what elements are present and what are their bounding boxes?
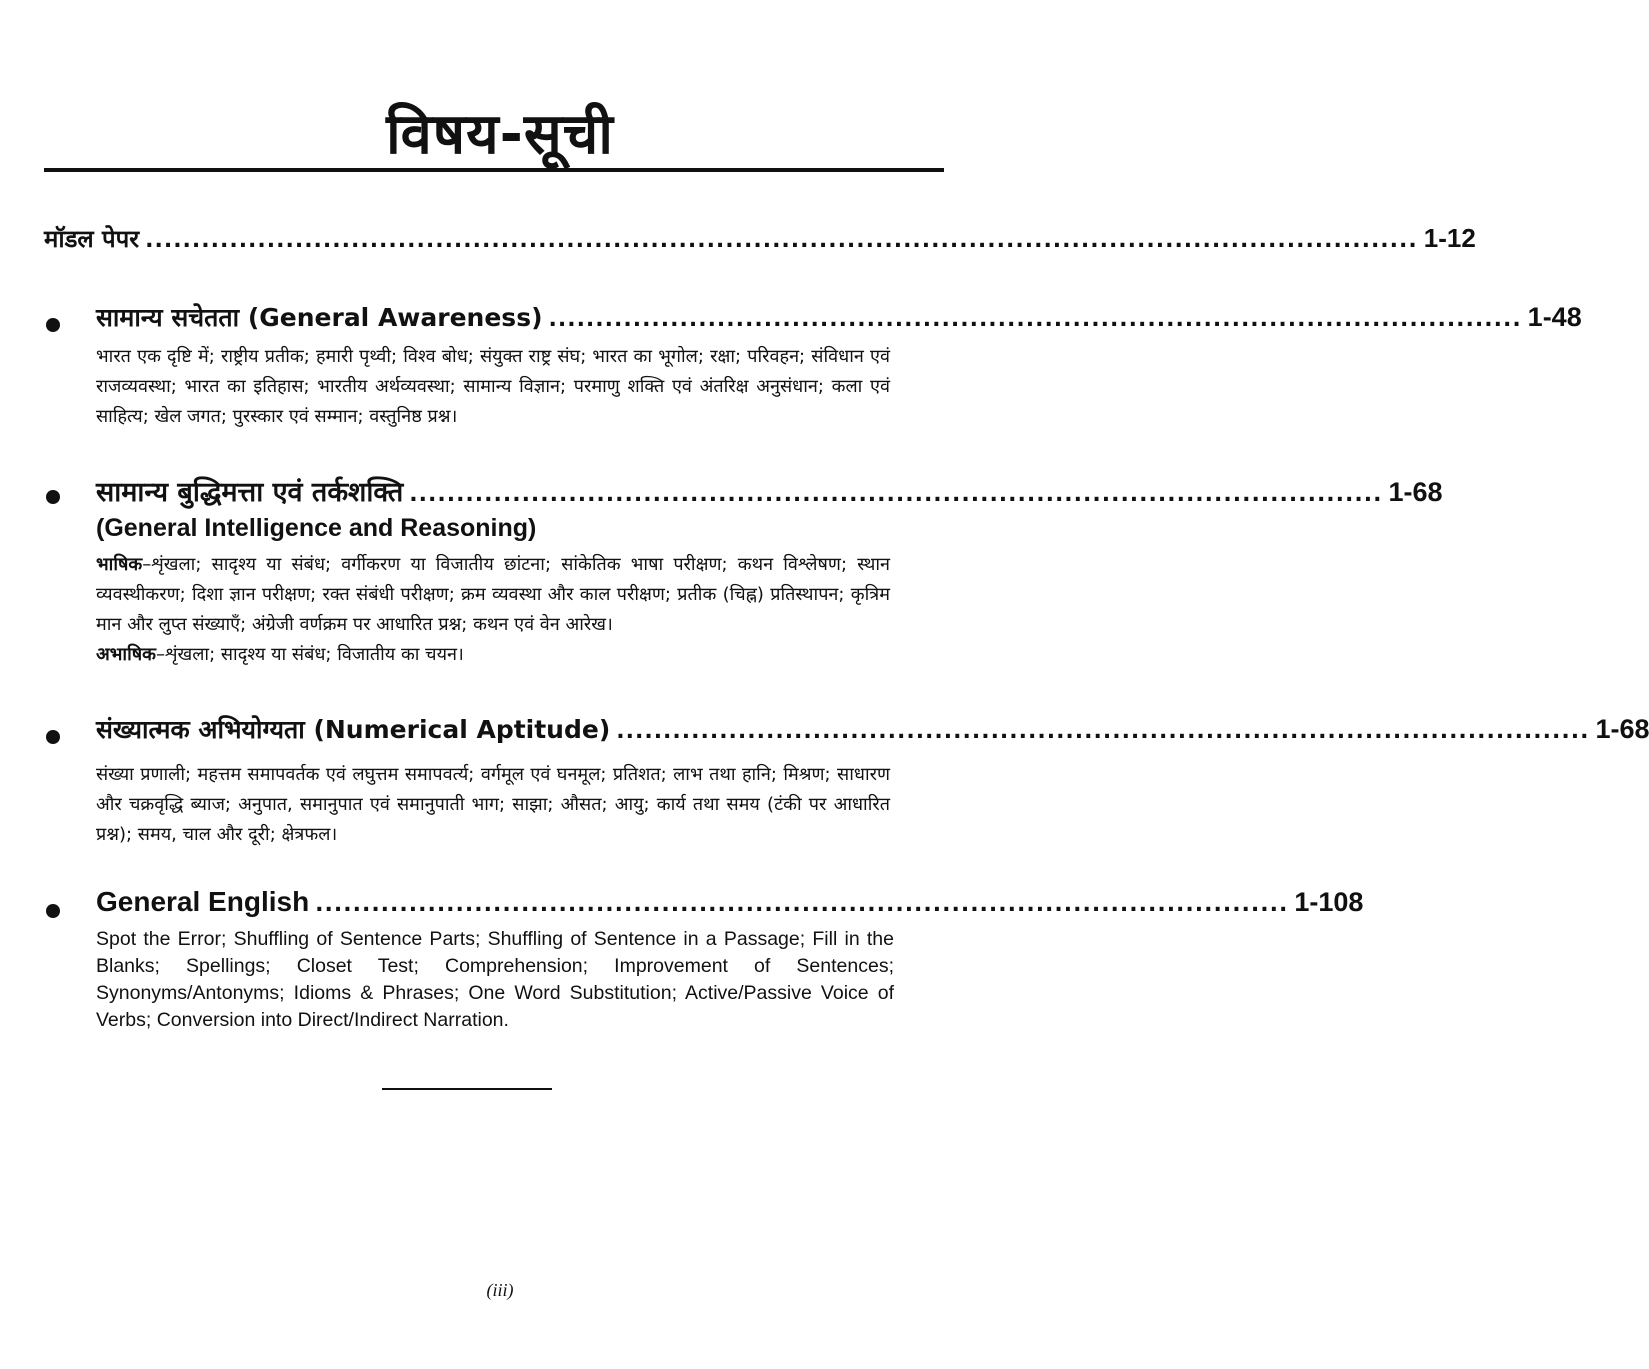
toc-entry-pages: 1-68: [1595, 714, 1649, 744]
verbal-topics: –शृंखला; सादृश्य या संबंध; वर्गीकरण या विजातीय छांटना; सांकेतिक भाषा परीक्षण; कथन विश्लेषण; स्थान व्यवस्थीकरण; दिशा ज्ञान परीक्षण; रक्त संबंधी परीक्षण; क्रम व्यवस्था और काल परीक्षण; प्रतीक (चिह्न) प्रतिस्थापन; कृत्रिम मान और लुप्त संख्याएँ; अंग्रेजी वर्णक्रम पर आधारित प्रश्न; कथन एवं वेन आरेख।: [96, 554, 890, 635]
toc-entry-title: संख्यात्मक अभियोग्यता (Numerical Aptitude): [96, 715, 611, 744]
verbal-label: भाषिक: [96, 554, 143, 575]
title-underline: [44, 168, 944, 172]
bullet-icon: [46, 318, 60, 332]
page-number: (iii): [486, 1280, 514, 1300]
section-subtitle: (General Intelligence and Reasoning): [96, 514, 537, 542]
leader-dots: ........................................................................................................: [315, 892, 1289, 917]
toc-entry-title: General English: [96, 886, 310, 917]
toc-entry-pages: 1-68: [1388, 477, 1443, 507]
toc-entry-title: मॉडल पेपर: [44, 225, 140, 253]
toc-entry-pages: 1-12: [1423, 223, 1476, 253]
section-description: [96, 550, 890, 670]
section-description: संख्या प्रणाली; महत्तम समापवर्तक एवं लघुत्तम समापवर्त्य; वर्गमूल एवं घनमूल; प्रतिशत; लाभ तथा हानि; मिश्रण; साधारण और चक्रवृद्धि ब्याज; अनुपात, समानुपात एवं समानुपाती भाग; साझा; औसत; आयु; कार्य तथा समय (टंकी पर आधारित प्रश्न); समय, चाल और दूरी; क्षेत्रफल।: [96, 764, 890, 845]
nonverbal-topics: –शृंखला; सादृश्य या संबंध; विजातीय का चयन।: [155, 644, 464, 665]
toc-entry-model-paper: [44, 222, 1476, 255]
leader-dots: ........................................................................................................: [409, 482, 1383, 507]
bullet-icon: [46, 904, 60, 918]
section-description: भारत एक दृष्टि में; राष्ट्रीय प्रतीक; हमारी पृथ्वी; विश्व बोध; संयुक्त राष्ट्र संघ; भारत का भूगोल; रक्षा; परिवहन; संविधान एवं राजव्यवस्था; भारत का इतिहास; भारतीय अर्थव्यवस्था; सामान्य विज्ञान; परमाणु शक्ति एवं अंतरिक्ष अनुसंधान; कला एवं साहित्य; खेल जगत; पुरस्कार एवं सम्मान; वस्तुनिष्ठ प्रश्न।: [96, 346, 890, 427]
toc-entry-pages: 1-48: [1527, 302, 1582, 332]
toc-entry-title: सामान्य बुद्धिमत्ता एवं तर्कशक्ति: [96, 477, 404, 508]
bullet-icon: [46, 730, 60, 744]
bullet-icon: [46, 490, 60, 504]
nonverbal-label: अभाषिक: [96, 644, 156, 665]
page-title: विषय-सूची: [386, 102, 614, 167]
toc-entry-title: सामान्य सचेतता (General Awareness): [96, 303, 543, 332]
toc-entry-pages: 1-108: [1294, 887, 1364, 917]
leader-dots: ........................................................................................................: [548, 307, 1522, 332]
toc-entry-general-awareness: [96, 300, 1582, 334]
toc-entry-numerical-aptitude: [96, 712, 1649, 746]
leader-dots: ........................................................................................................: [616, 719, 1590, 744]
section-description: Spot the Error; Shuffling of Sentence Parts; Shuffling of Sentence in a Passage; Fill in the Blanks; Spellings; Closet Test; Comprehension; Improvement of Sentences; Synonyms/Antonyms; Idioms & Phrases; One Word Substitution; Active/Passive Voice of Verbs; Conversion into Direct/Indirect Narration.: [96, 928, 894, 1031]
end-rule: [382, 1088, 552, 1090]
toc-entry-general-english: [96, 886, 1364, 918]
leader-dots: ........................................................................................................................................: [145, 228, 1418, 253]
toc-entry-general-intelligence: [96, 472, 1443, 509]
